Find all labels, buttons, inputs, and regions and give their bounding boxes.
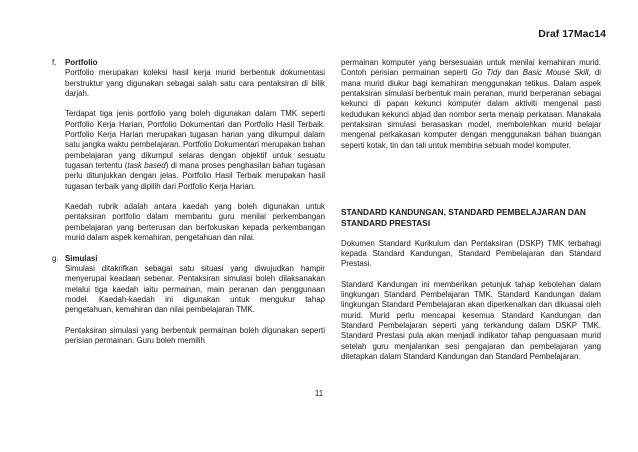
paragraph: Standard Kandungan ini memberikan petunjuk tahap kebolehan dalam lingkungan Standard Pembelajaran TMK. Standard Kandungan dalam lingkungan Standard Pembelajaran akan diperkenalkan dan dikuasai oleh murid. Murid perlu mencapai kesemua Standard Kandungan dan Standard Pembelajaran seperti yang terkandung dalam DSKP TMK. Standard Prestasi pula akan menjadi indikator tahap penguasaan murid setelah guru menjalankan sesi pengajaran dan pembelajaran yang ditetapkan dalam Standard Kandungan dan Standard Pembelajaran. <box>341 279 601 362</box>
page-number: 11 <box>314 389 324 398</box>
paragraph: Terdapat tiga jenis portfolio yang boleh digunakan dalam TMK seperti Portfolio Kerja Harian, Portfolio Dokumentari dan Portfolio Hasil Terbaik. Portfolio Kerja Harian merupakan tugasan harian yang dikumpul dalam satu jangka waktu pembelajaran. Portfolio Dokumentari merupakan bahan pembelajaran yang dikumpul selaras dengan objektif untuk sesuatu tugasan tertentu (task based) di mana proses penghasilan bahan tugasan perlu ditunjukkan dengan jelas. Portfolio Hasil Terbaik merupakan hasil tugasan terbaik yang dipilih dari Portfolio Kerja Harian. <box>65 109 325 191</box>
paragraph: Kaedah rubrik adalah antara kaedah yang boleh digunakan untuk pentaksiran portfolio dalam membantu guru menilai perkembangan pembelajaran yang berterusan dan berfokuskan kepada perkembangan murid dalam aspek kemahiran, pengetahuan dan nilai. <box>65 202 325 243</box>
emphasis-text: Go Tidy <box>471 68 502 78</box>
paragraph: Pentaksiran simulasi yang berbentuk permainan boleh digunakan seperti perisian permainan. Guru boleh memilih <box>65 325 325 345</box>
section-simulasi <box>52 254 325 347</box>
emphasis-text: task based <box>127 161 166 171</box>
right-column <box>341 58 601 372</box>
paragraph: Dokumen Standard Kurikulum dan Pentaksiran (DSKP) TMK terbahagi kepada Standard Kandungan, Standard Pembelajaran dan Standard Prestasi. <box>341 238 601 269</box>
section-portfolio <box>52 58 325 244</box>
section-heading: Simulasi <box>65 253 98 263</box>
emphasis-text: Basic Mouse Skill <box>522 68 589 78</box>
section-heading: STANDARD KANDUNGAN, STANDARD PEMBELAJARAN DAN STANDARD PRESTASI <box>341 207 586 228</box>
list-marker: f. <box>52 58 57 67</box>
left-column <box>52 58 325 356</box>
paragraph: Simulasi ditakrifkan sebagai satu situasi yang diwujudkan hampir menyerupai keadaan sebenar. Pentaksiran simulasi boleh dilaksanakan melalui tiga kaedah iaitu permainan, main peranan dan penggunaan model. Kaedah-kaedah ini digunakan untuk mengukur tahap pengetahuan, kemahiran dan nilai pembelajaran TMK. <box>65 263 325 315</box>
paragraph: Portfolio merupakan koleksi hasil kerja murid berbentuk dokumentasi berstruktur yang digunakan sebagai salah satu cara pentaksiran di bilik darjah. <box>65 68 325 99</box>
list-marker: g. <box>52 253 59 263</box>
paragraph: permainan komputer yang bersesuaian untuk menilai kemahiran murid. Contoh perisian permainan seperti Go Tidy dan Basic Mouse Skill, di mana murid diukur bagi kemahiran menggunakan tetikus. Dalam aspek pentaksiran simulasi berbentuk main peranan, murid berperanan sebagai kekunci di papan kekunci komputer dalam aktiviti mengenal pasti kedudukan kekunci abjad dan nombor serta menaip perkataan. Manakala pentaksiran simulasi berasaskan model, membolehkan murid belajar mengenal perkakasan komputer dengan menggunakan bahan buangan seperti kotak, tin dan tali untuk membina sebuah model komputer. <box>341 58 601 150</box>
section-heading: Portfolio <box>65 58 98 67</box>
draft-label: Draf 17Mac14 <box>538 28 606 40</box>
